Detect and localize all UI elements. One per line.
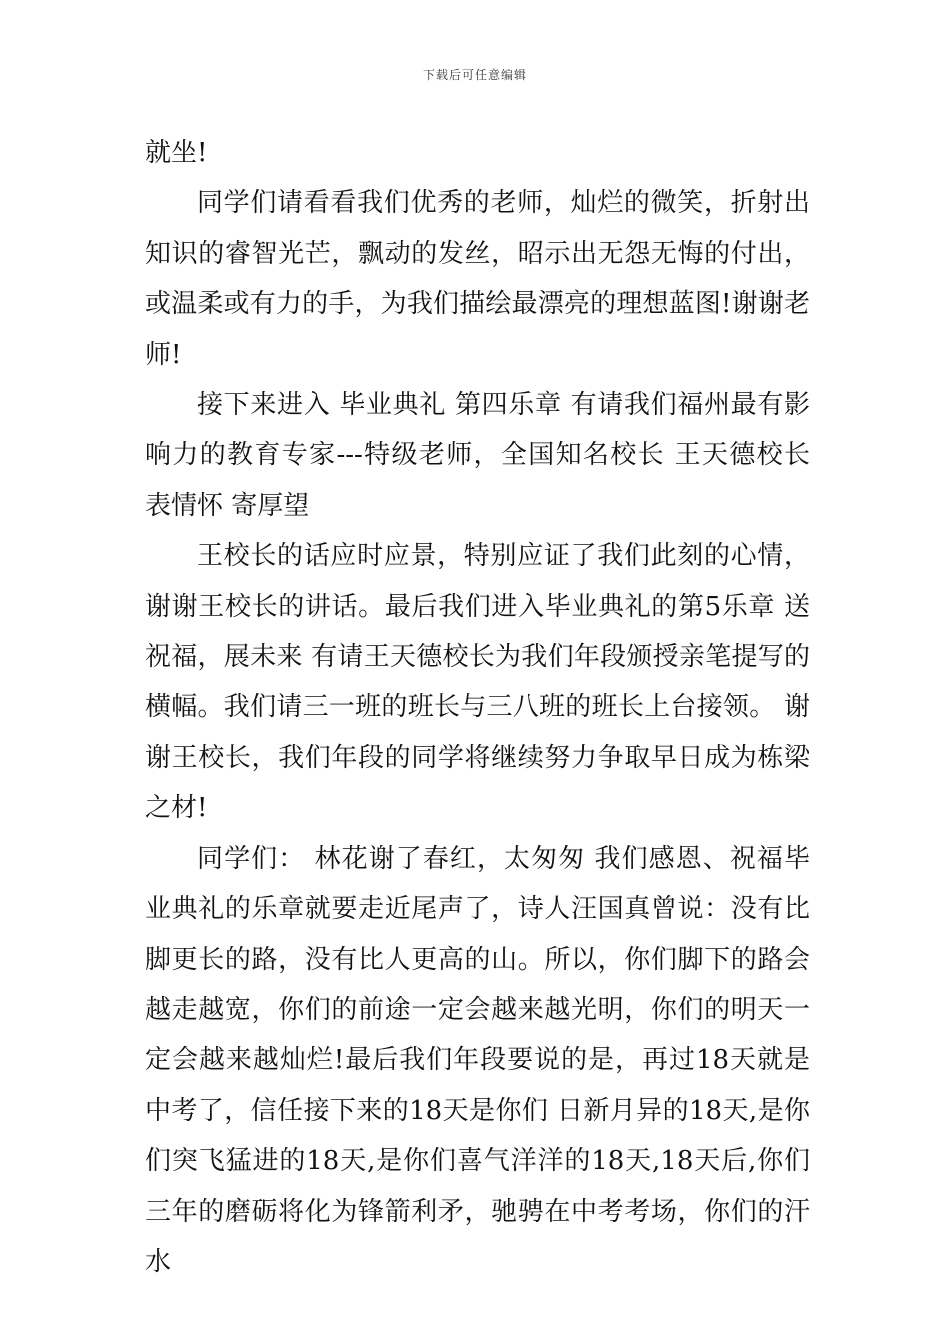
paragraph: 同学们请看看我们优秀的老师，灿烂的微笑，折射出知识的睿智光芒，飘动的发丝，昭示出无怨无悔的付出，或温柔或有力的手，为我们描绘最漂亮的理想蓝图!谢谢老师! bbox=[145, 188, 810, 370]
paragraph: 同学们： 林花谢了春红，太匆匆 我们感恩、祝福毕业典礼的乐章就要走近尾声了，诗人汪国真曾说：没有比脚更长的路，没有比人更高的山。所以，你们脚下的路会越走越宽，你们的前途一定会越来越光明，你们的明天一定会越来越灿烂!最后我们年段要说的是，再过18天就是中考了，信任接下来的18天是你们 日新月异的18天,是你们突飞猛进的18天,是你们喜气洋洋的18天,18天后,你们三年的磨砺将化为锋箭利矛，驰骋在中考考场，你们的汗水 bbox=[145, 843, 810, 1277]
paragraph: 王校长的话应时应景，特别应证了我们此刻的心情，谢谢王校长的讲话。最后我们进入毕业典礼的第5乐章 送祝福，展未来 有请王天德校长为我们年段颁授亲笔提写的横幅。我们请三一班的班长与三八班的班长上台接领。 谢谢王校长，我们年段的同学将继续努力争取早日成为栋梁之材! bbox=[145, 541, 810, 824]
document-body bbox=[145, 128, 810, 1287]
paragraph: 接下来进入 毕业典礼 第四乐章 有请我们福州最有影响力的教育专家---特级老师，全国知名校长 王天德校长 表情怀 寄厚望 bbox=[145, 390, 810, 521]
paragraph: 就坐! bbox=[145, 138, 208, 168]
page-header: 下载后可任意编辑 bbox=[422, 68, 527, 82]
